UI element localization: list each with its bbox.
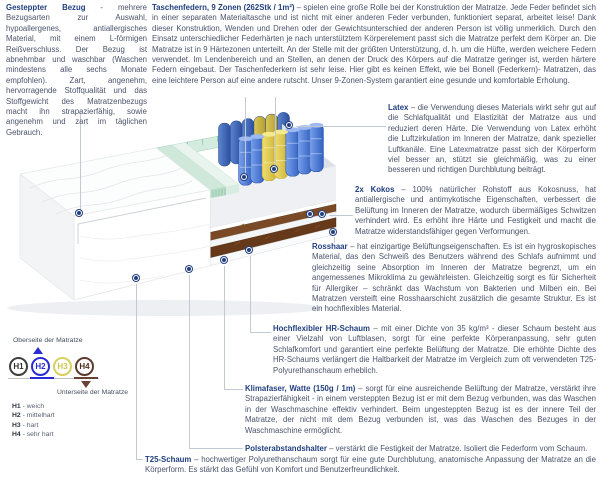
zone-badge-h4: H4 (75, 357, 94, 376)
paragraph-klimafaser: Klimafaser, Watte (150g / 1m) – sorgt für eine ausreichende Belüftung der Matratze, verstärkt ihre Strapazierfähigkeit - in einem versteppten Bezug ist er mit dem Bezug verbunden, was das Waschen in der Waschmaschine effektiv verhindert. Beim ungesteppten Bezug ist es der innere Teil der Matratze, der nicht mit dem Bezug verbunden ist, was das Waschen des Bezuges in der Waschmaschine ermöglicht. (245, 384, 596, 435)
paragraph-text: sorgt für eine ausreichende Belüftung der Matratze, verstärkt ihre Strapazierfähigkeit - in einem versteppten Bezug ist er mit dem Bezug verbunden, was das Waschen in der Waschmaschine effektiv verhindert. Beim ungesteppten Bezug ist es der innere Teil der Matratze, der nicht mit dem Bezug verbunden ist, was das Waschen des Bezuges in der Waschmaschine ermöglicht. (245, 384, 596, 435)
callout-line (136, 284, 137, 459)
hardness-key-item: H3 - hart (12, 421, 39, 429)
paragraph-text: spielen eine große Rolle bei der Konstruktion der Matratze. Jede Feder befindet sich in einer separaten Materialtasche und ist nicht mit einer anderen Feder verbunden, funktioniert separat, arbeitet leise! Dank dieser Konstruktion, Wenden und Drehen oder der Gewichtsunterschied der anderen Person ist völlig unmerklich. Durch den Einsatz unterschiedlicher Federhärten je nach unterstütztem Körperelement passt sich die Matratze perfekt dem Körper an. Die Matratze ist in 9 Härtezonen unterteilt. An der Stelle mit der größten Unterstützung, d. h. um die Hüfte, werden weichere Federn verwendet. Im Lendenbereich und an Stellen, an denen der Druck des Körpers auf die Matratze geringer ist, werden härtere Federn eingebaut. Der Taschenfederkern ist sehr leise. Hier gibt es keinen Effekt, wie bei Bonell (Federkern)- Matratzen, das eine leichtere Person auf eine andere rutscht. Unser 9-Zonen-System garantiert eine gesunde und komfortable Erholung. (152, 3, 596, 85)
callout-dot-hr-schaum (246, 247, 252, 253)
hardness-key-item: H2 - mittelhart (12, 412, 55, 420)
paragraph-text: die Verwendung dieses Materials wirkt sehr gut auf die Schlafqualität und Elastizität der Matratze aus und reduziert deren Härte. Die Verwendung von Latex erhöht die Luftzirkulation im Inneren der Matratze, dank spezieller Luftkanäle. Eine Latexmatratze passt sich der Körperform viel besser an, stützt sie gleichmäßig, was zu einer besseren und richtigen Durchblutung beiträgt. (388, 103, 596, 175)
paragraph-gesteppter-bezug: Gesteppter Bezug - mehrere Bezugsarten zur Auswahl, hypoallergenes, antiallergisches Material, mit einem L-förmigen Reißverschluss. Der Bezug ist abnehmbar und waschbar (Waschen mindestens alle sechs Monate empfohlen). Zart, angenehm, hervorragende Stoffqualität und das Stoffgewicht des Matratzenbezugs macht ihn strapazierfähig, sowie angenehm und zart im täglichen Gebrauch. (6, 3, 147, 137)
callout-line (250, 332, 271, 333)
callout-line (275, 97, 276, 166)
callout-line (245, 97, 246, 174)
legend-bottom-label: Unterseite der Matratze (57, 389, 129, 396)
paragraph-text: 100% natürlicher Rohstoff aus Kokosnuss, hat antiallergische und antimykotische Eigenschaften, verbessert die Belüftung im Inneren der Matratze, wodurch übermäßiges Schwitzen verhindert wird. Es erhöht ihre Härte und Festigkeit und macht die Matratze widerstandsfähiger gegen Verformungen. (355, 185, 596, 236)
paragraph-text: hat einzigartige Belüftungseigenschaften. Es ist ein hygroskopisches Material, das den Schweiß des Benutzers während des Schlafs aufnimmt und gleichzeitig seine Absorption im Inneren der Matratze begrenzt, um ein angemessenes Mikroklima zu gewährleisten. Gleichzeitig sorgt es für Sicherheit für Allergiker – schränkt das Wachstum von Bakterien und Milben ein. Bei Matratzen versteift eine Rosshaarschicht zusätzlich die gesamte Struktur. Es ist ein hochflexibles Material. (312, 242, 596, 314)
paragraph-title: 2x Kokos (355, 185, 395, 194)
paragraph-text: mit einer Dichte von 35 kg/m³ - dieser Schaum besteht aus einer Vielzahl von Luftblasen, sorgt für eine perfekte Körperanpassung, sehr guten Schlafkomfort und garantiert eine perfekte Belüftung der Matratze. Die erhöhte Dichte des HR-Schaums verlängert die Haltbarkeit der Matratze im Vergleich zum oft verwendeten T25-Polyurethanschaum erheblich. (273, 324, 597, 375)
paragraph-text: hochwertiger Polyurethanschaum sorgt für eine gute Durchblutung, anatomische Anpassung der Matratze an die Körperform. Es stärkt das Gefühl von Komfort und Benutzerfreundlichkeit. (145, 455, 596, 475)
callout-line (329, 215, 353, 216)
paragraph-text: mehrere Bezugsarten zur Auswahl, hypoallergenes, antiallergisches Material, mit einem L-förmigen Reißverschluss. Der Bezug ist abnehmbar und waschbar (Waschen mindestens alle sechs Monate empfohlen). Zart, angenehm, hervorragende Stoffqualität und das Stoffgewicht des Matratzenbezugs macht ihn strapazierfähig, sowie angenehm und zart im täglichen Gebrauch. (6, 3, 147, 137)
zone-badge-h3: H3 (53, 357, 72, 376)
paragraph-title: Hochflexibler HR-Schaum (273, 324, 370, 333)
mattress-cover (20, 148, 210, 300)
callout-dot-kokos-2 (319, 211, 325, 217)
arrow-up-icon (33, 347, 43, 354)
paragraph-title: Gesteppter Bezug (6, 3, 86, 12)
callout-dot-rosshaar (330, 229, 336, 235)
callout-dot-springs-1 (241, 174, 247, 180)
hardness-scale-hard-segment (74, 377, 98, 379)
callout-line (224, 389, 243, 390)
zone-badge-h1: H1 (9, 357, 28, 376)
paragraph-taschenfedern: Taschenfedern, 9 Zonen (262Stk / 1m²) – spielen eine große Rolle bei der Konstruktion der Matratze. Jede Feder befindet sich in einer separaten Materialtasche und ist nicht mit einer anderen Feder verbunden, funktioniert separat, arbeitet leise! Dank dieser Konstruktion, Wenden und Drehen oder der Gewichtsunterschied der anderen Person ist völlig unmerklich. Durch den Einsatz unterschiedlicher Federhärten je nach unterstütztem Körperelement passt sich die Matratze perfekt dem Körper an. Die Matratze ist in 9 Härtezonen unterteilt. An der Stelle mit der größten Unterstützung, d. h. um die Hüfte, werden weichere Federn verwendet. Im Lendenbereich und an Stellen, an denen der Druck des Körpers auf die Matratze geringer ist, werden härtere Federn eingebaut. Der Taschenfederkern ist sehr leise. Hier gibt es keinen Effekt, wie bei Bonell (Federkern)- Matratzen, das eine leichtere Person auf eine andere rutscht. Unser 9-Zonen-System garantiert eine gesunde und komfortable Erholung. (152, 3, 596, 85)
callout-dot-klimafaser (221, 257, 227, 263)
callout-line (189, 448, 243, 449)
paragraph-title: Latex (388, 103, 409, 112)
callout-dot-springs-2 (271, 166, 277, 172)
callout-line (250, 256, 251, 332)
hardness-scale-soft-segment (30, 377, 54, 379)
arrow-down-icon (81, 381, 91, 388)
paragraph-latex: Latex – die Verwendung dieses Materials wirkt sehr gut auf die Schlafqualität und Elastizität der Matratze aus und reduziert deren Härte. Die Verwendung von Latex erhöht die Luftzirkulation im Inneren der Matratze, dank spezieller Luftkanäle. Eine Latexmatratze passt sich der Körperform viel besser an, stützt sie gleichmäßig, was zu einer besseren und richtigen Durchblutung beiträgt. (388, 103, 596, 175)
callout-line (189, 275, 190, 448)
paragraph-hr-schaum: Hochflexibler HR-Schaum – mit einer Dichte von 35 kg/m³ - dieser Schaum besteht aus einer Vielzahl von Luftblasen, sorgt für eine perfekte Körperanpassung, sehr guten Schlafkomfort und garantiert eine perfekte Belüftung der Matratze. Die erhöhte Dichte des HR-Schaums verlängert die Haltbarkeit der Matratze im Vergleich zum oft verwendeten T25-Polyurethanschaum erheblich. (273, 324, 597, 375)
paragraph-t25-schaum: T25-Schaum – hochwertiger Polyurethanschaum sorgt für eine gute Durchblutung, anatomische Anpassung der Matratze an die Körperform. Es stärkt das Gefühl von Komfort und Benutzerfreundlichkeit. (145, 455, 596, 475)
paragraph-text: verstärkt die Festigkeit der Matratze. Isoliert die Federform vom Schaum. (335, 444, 588, 453)
hardness-key-item: H4 - sehr hart (12, 431, 54, 439)
zone-badge-h2: H2 (31, 357, 50, 376)
mattress-illustration (0, 112, 400, 352)
paragraph-title: T25-Schaum (145, 455, 192, 464)
paragraph-polsterabstandshalter: Polsterabstandshalter – verstärkt die Festigkeit der Matratze. Isoliert die Federform vom Schaum. (245, 444, 588, 453)
paragraph-title: Klimafaser, Watte (150g / 1m) (245, 384, 356, 393)
callout-line (224, 266, 225, 389)
callout-line (296, 126, 386, 127)
callout-dot-polster (186, 266, 192, 272)
callout-dot-latex (286, 122, 292, 128)
paragraph-kokos: 2x Kokos – 100% natürlicher Rohstoff aus Kokosnuss, hat antiallergische und antimykotische Eigenschaften, verbessert die Belüftung im Inneren der Matratze, wodurch übermäßiges Schwitzen verhindert wird. Es erhöht ihre Härte und Festigkeit und macht die Matratze widerstandsfähiger gegen Verformungen. (355, 185, 596, 236)
callout-dot-t25 (133, 275, 139, 281)
callout-line (136, 459, 143, 460)
mattress-shadow (7, 300, 323, 316)
callout-dot-cover (76, 210, 82, 216)
callout-dot-kokos-1 (307, 211, 313, 217)
paragraph-title: Polsterabstandshalter (245, 444, 327, 453)
hardness-key-item: H1 - weich (12, 403, 45, 410)
paragraph-rosshaar: Rosshaar – hat einzigartige Belüftungseigenschaften. Es ist ein hygroskopisches Material, das den Schweiß des Benutzers während des Schlafs aufnimmt und gleichzeitig seine Absorption im Inneren der Matratze begrenzt, um ein angemessenes Mikroklima zu gewährleisten. Gleichzeitig sorgt es für Sicherheit für Allergiker – schränkt das Wachstum von Bakterien und Milben ein. Bei Matratzen versteift eine Rosshaarschicht zusätzlich die gesamte Struktur. Es ist ein hochflexibles Material. (312, 242, 596, 314)
paragraph-title: Rosshaar (312, 242, 348, 251)
legend-top-label: Oberseite der Matratze (13, 337, 83, 344)
paragraph-title: Taschenfedern, 9 Zonen (262Stk / 1m²) (152, 3, 295, 12)
hardness-key (12, 402, 55, 440)
